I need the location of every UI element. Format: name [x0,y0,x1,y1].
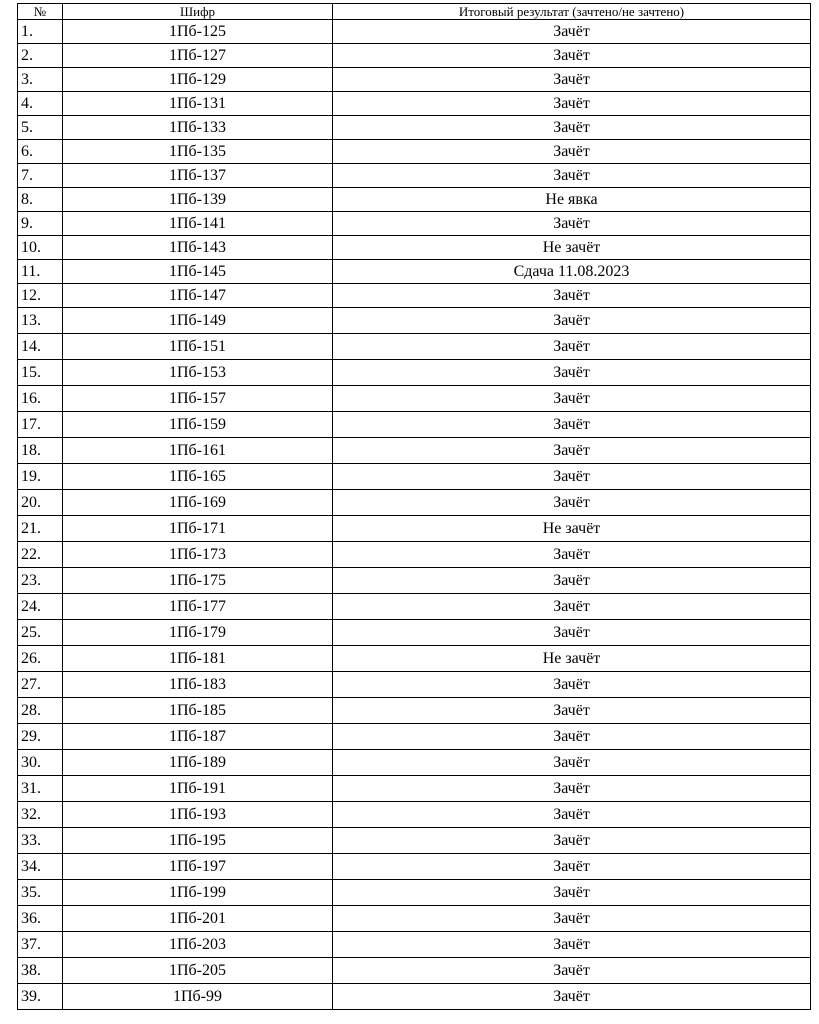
row-result: Зачёт [333,386,811,412]
row-number: 15. [18,360,63,386]
header-result: Итоговый результат (зачтено/не зачтено) [333,4,811,20]
row-number: 17. [18,412,63,438]
row-code: 1Пб-153 [63,360,333,386]
table-row [18,360,811,386]
row-result: Зачёт [333,438,811,464]
row-number: 8. [18,188,63,212]
row-result: Зачёт [333,412,811,438]
row-code: 1Пб-165 [63,464,333,490]
table-row [18,906,811,932]
row-code: 1Пб-183 [63,672,333,698]
table-row [18,92,811,116]
row-number: 27. [18,672,63,698]
table-row [18,20,811,44]
row-number: 31. [18,776,63,802]
row-code: 1Пб-203 [63,932,333,958]
row-number: 34. [18,854,63,880]
table-row [18,438,811,464]
row-number: 13. [18,308,63,334]
row-code: 1Пб-191 [63,776,333,802]
header-code: Шифр [63,4,333,20]
row-code: 1Пб-129 [63,68,333,92]
row-result: Не явка [333,188,811,212]
row-code: 1Пб-127 [63,44,333,68]
row-result: Зачёт [333,284,811,308]
row-result: Сдача 11.08.2023 [333,260,811,284]
row-code: 1Пб-197 [63,854,333,880]
row-number: 14. [18,334,63,360]
row-number: 19. [18,464,63,490]
row-number: 3. [18,68,63,92]
row-result: Зачёт [333,116,811,140]
table-row [18,568,811,594]
row-number: 33. [18,828,63,854]
row-result: Зачёт [333,854,811,880]
row-code: 1Пб-161 [63,438,333,464]
table-row [18,44,811,68]
row-code: 1Пб-133 [63,116,333,140]
row-code: 1Пб-139 [63,188,333,212]
row-number: 20. [18,490,63,516]
row-result: Не зачёт [333,516,811,542]
table-row [18,802,811,828]
row-result: Зачёт [333,464,811,490]
row-result: Зачёт [333,984,811,1010]
row-code: 1Пб-187 [63,724,333,750]
row-number: 25. [18,620,63,646]
row-code: 1Пб-141 [63,212,333,236]
row-code: 1Пб-189 [63,750,333,776]
table-row [18,308,811,334]
row-code: 1Пб-181 [63,646,333,672]
table-row [18,386,811,412]
row-code: 1Пб-173 [63,542,333,568]
table-row [18,724,811,750]
header-row [18,4,811,20]
table-row [18,594,811,620]
row-result: Зачёт [333,68,811,92]
row-number: 30. [18,750,63,776]
row-number: 32. [18,802,63,828]
table-row [18,750,811,776]
table-row [18,68,811,92]
row-result: Зачёт [333,140,811,164]
row-number: 10. [18,236,63,260]
row-result: Зачёт [333,776,811,802]
row-number: 38. [18,958,63,984]
row-number: 21. [18,516,63,542]
row-code: 1Пб-201 [63,906,333,932]
row-code: 1Пб-147 [63,284,333,308]
table-row [18,672,811,698]
row-code: 1Пб-177 [63,594,333,620]
row-result: Зачёт [333,360,811,386]
row-code: 1Пб-131 [63,92,333,116]
row-result: Зачёт [333,542,811,568]
table-row [18,516,811,542]
row-number: 28. [18,698,63,724]
row-code: 1Пб-195 [63,828,333,854]
row-code: 1Пб-157 [63,386,333,412]
row-result: Зачёт [333,906,811,932]
table-row [18,164,811,188]
row-code: 1Пб-169 [63,490,333,516]
row-number: 24. [18,594,63,620]
table-body [18,20,811,1010]
row-result: Зачёт [333,212,811,236]
row-result: Зачёт [333,828,811,854]
row-number: 39. [18,984,63,1010]
row-number: 36. [18,906,63,932]
row-code: 1Пб-99 [63,984,333,1010]
results-table [17,3,811,1010]
row-result: Зачёт [333,620,811,646]
row-code: 1Пб-205 [63,958,333,984]
row-number: 9. [18,212,63,236]
table-row [18,412,811,438]
row-number: 12. [18,284,63,308]
row-code: 1Пб-199 [63,880,333,906]
row-result: Зачёт [333,334,811,360]
table-row [18,464,811,490]
row-number: 1. [18,20,63,44]
table-row [18,236,811,260]
table-row [18,646,811,672]
table-row [18,932,811,958]
row-number: 26. [18,646,63,672]
row-number: 37. [18,932,63,958]
row-result: Зачёт [333,308,811,334]
row-number: 7. [18,164,63,188]
row-number: 6. [18,140,63,164]
row-result: Зачёт [333,490,811,516]
table-row [18,542,811,568]
row-result: Зачёт [333,750,811,776]
row-code: 1Пб-185 [63,698,333,724]
row-result: Зачёт [333,568,811,594]
row-number: 11. [18,260,63,284]
row-number: 29. [18,724,63,750]
row-number: 35. [18,880,63,906]
row-number: 16. [18,386,63,412]
table-header [18,4,811,20]
table-row [18,490,811,516]
table-row [18,188,811,212]
table-row [18,260,811,284]
row-code: 1Пб-159 [63,412,333,438]
row-result: Зачёт [333,958,811,984]
row-code: 1Пб-193 [63,802,333,828]
row-number: 4. [18,92,63,116]
row-result: Зачёт [333,932,811,958]
row-number: 2. [18,44,63,68]
table-row [18,116,811,140]
table-row [18,212,811,236]
row-result: Зачёт [333,672,811,698]
table-row [18,620,811,646]
row-result: Зачёт [333,802,811,828]
table-row [18,854,811,880]
row-code: 1Пб-149 [63,308,333,334]
row-result: Зачёт [333,880,811,906]
row-result: Зачёт [333,92,811,116]
row-number: 18. [18,438,63,464]
table-row [18,284,811,308]
table-row [18,698,811,724]
table-row [18,776,811,802]
table-row [18,984,811,1010]
header-number: № [18,4,63,20]
row-code: 1Пб-175 [63,568,333,594]
row-result: Не зачёт [333,646,811,672]
table-row [18,880,811,906]
row-number: 22. [18,542,63,568]
row-code: 1Пб-179 [63,620,333,646]
row-code: 1Пб-135 [63,140,333,164]
row-result: Зачёт [333,724,811,750]
row-result: Зачёт [333,594,811,620]
row-number: 5. [18,116,63,140]
table-row [18,828,811,854]
row-code: 1Пб-137 [63,164,333,188]
row-result: Зачёт [333,20,811,44]
row-code: 1Пб-143 [63,236,333,260]
table-row [18,334,811,360]
row-code: 1Пб-151 [63,334,333,360]
row-code: 1Пб-125 [63,20,333,44]
row-result: Зачёт [333,698,811,724]
row-result: Зачёт [333,164,811,188]
row-code: 1Пб-171 [63,516,333,542]
row-number: 23. [18,568,63,594]
table-row [18,958,811,984]
row-result: Не зачёт [333,236,811,260]
row-code: 1Пб-145 [63,260,333,284]
table-row [18,140,811,164]
row-result: Зачёт [333,44,811,68]
